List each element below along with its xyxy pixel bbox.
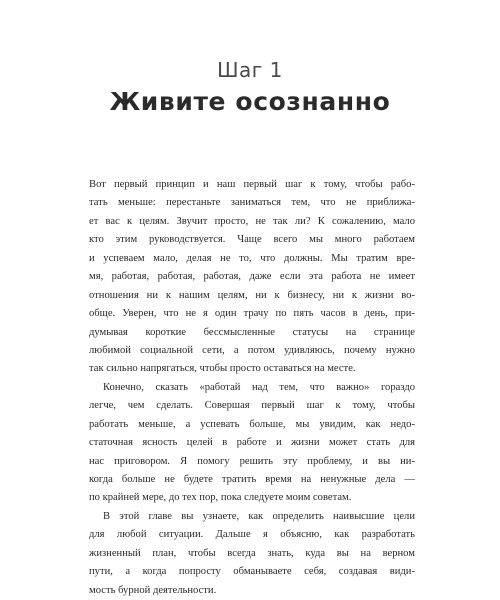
chapter-title: Живите осознанно: [109, 87, 391, 116]
text-line: обще. Уверен, что не я один трачу по пять часов в день, при-: [89, 308, 415, 320]
text-line: пути, а когда попросту обманываете себя, создавая види-: [89, 566, 415, 578]
text-line: тать меньше: перестаньте заниматься тем, что не приближа-: [89, 197, 415, 209]
text-line: жизненный план, чтобы всегда знать, куда вы на верном: [89, 547, 415, 559]
text-line: отношения ни к нашим целям, ни к бизнесу, ни к жизни во-: [89, 289, 415, 301]
text-line: Конечно, сказать «работай над тем, что важно» гораздо: [103, 381, 415, 393]
text-line: легче, чем сделать. Совершая первый шаг к тому, чтобы: [89, 400, 415, 412]
text-line: думывая короткие бессмысленные статусы на странице: [89, 326, 415, 338]
text-line: мя, работая, работая, работая, даже если эта работа не имеет: [89, 271, 415, 283]
text-line: и успеваем мало, делая не то, что должны. Мы тратим вре-: [89, 252, 415, 264]
text-line: Вот первый принцип и наш первый шаг к тому, чтобы рабо-: [89, 179, 415, 190]
step-label: Шаг 1: [217, 58, 283, 82]
text-line: ет вас к целям. Звучит просто, не так ли? К сожалению, мало: [89, 215, 415, 227]
text-line: статочная ясность целей в работе и жизни может стать для: [89, 437, 415, 449]
text-line: когда больше не будете тратить время на ненужные дела —: [89, 474, 415, 485]
text-line: мость бурной деятельности.: [89, 584, 217, 596]
body-text: [89, 176, 415, 600]
text-line: любимой социальной сети, а потом удивляюсь, почему нужно: [89, 344, 415, 356]
text-line: работать меньше, а успевать больше, мы увидим, как недо-: [89, 418, 415, 430]
text-line: так сильно напрягаться, чтобы просто оставаться на месте.: [89, 363, 356, 375]
text-line: кто этим руководствуется. Чаще всего мы много работаем: [89, 234, 415, 246]
text-line: для любой ситуации. Дальше я объясню, как разработать: [89, 529, 415, 541]
text-line: нас приговором. Я помогу решить эту проблему, и вы ни-: [89, 455, 415, 467]
text-line: по крайней мере, до тех пор, пока следуете моим советам.: [89, 492, 352, 504]
text-line: В этой главе вы узнаете, как определить наивысшие цели: [103, 510, 415, 522]
